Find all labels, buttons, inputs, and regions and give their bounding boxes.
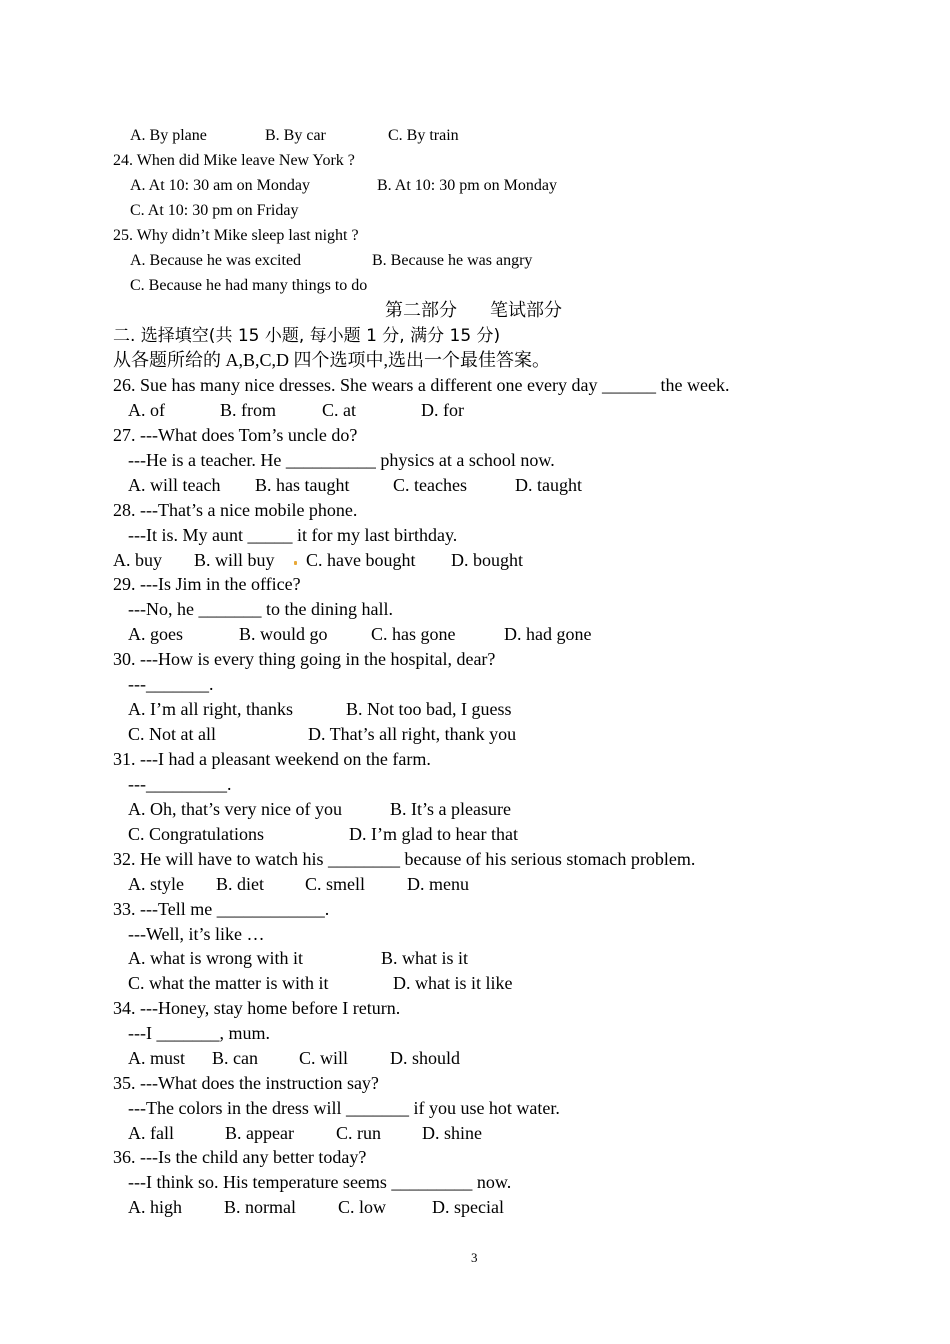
q31-options-row-2 — [0, 823, 950, 845]
section-instruction: 从各题所给的 A,B,C,D 四个选项中,选出一个最佳答案。 — [113, 350, 551, 370]
q27-options-row — [0, 474, 950, 496]
q35-option-d: D. shine — [422, 1123, 482, 1143]
q30-stem: 30. ---How is every thing going in the hospital, dear? — [113, 649, 496, 669]
q35-option-b: B. appear — [225, 1123, 294, 1143]
q28-option-a: A. buy — [113, 550, 162, 570]
q23-option-a: A. By plane — [130, 127, 207, 144]
q25-options-row-2 — [0, 276, 950, 296]
q36-reply: ---I think so. His temperature seems _________ now. — [128, 1172, 512, 1192]
q35-stem: 35. ---What does the instruction say? — [113, 1073, 379, 1093]
q27-option-a: A. will teach — [128, 475, 221, 495]
q30-options-row-2 — [0, 723, 950, 745]
q31-option-d: D. I’m glad to hear that — [349, 824, 518, 844]
q30-reply: ---_______. — [128, 674, 214, 694]
q30-option-d: D. That’s all right, thank you — [308, 724, 517, 744]
q24-option-c: C. At 10: 30 pm on Friday — [130, 202, 299, 219]
page-footer — [0, 1247, 950, 1269]
q23-option-c: C. By train — [388, 127, 459, 144]
q32-options-row — [0, 873, 950, 895]
q32-stem-row — [0, 848, 950, 870]
q32-option-d: D. menu — [407, 874, 469, 894]
q35-reply: ---The colors in the dress will _______ if you use hot water. — [128, 1098, 560, 1118]
q32-option-b: B. diet — [216, 874, 264, 894]
q35-reply-row — [0, 1097, 950, 1119]
q33-option-c: C. what the matter is with it — [128, 973, 329, 993]
q27-reply-row — [0, 449, 950, 471]
q30-option-b: B. Not too bad, I guess — [346, 699, 512, 719]
q23-option-b: B. By car — [265, 127, 326, 144]
q29-option-a: A. goes — [128, 624, 183, 644]
q25-option-c: C. Because he had many things to do — [130, 277, 368, 294]
q29-option-c: C. has gone — [371, 624, 456, 644]
q26-stem-row — [0, 374, 950, 396]
q24-options-row-2 — [0, 201, 950, 221]
q32-option-a: A. style — [128, 874, 184, 894]
q26-option-b: B. from — [220, 400, 276, 420]
q29-option-d: D. had gone — [504, 624, 592, 644]
q36-option-d: D. special — [432, 1197, 504, 1217]
q33-reply: ---Well, it’s like … — [128, 924, 265, 944]
q34-option-d: D. should — [390, 1048, 461, 1068]
q31-option-a: A. Oh, that’s very nice of you — [128, 799, 342, 819]
q28-reply-row — [0, 524, 950, 546]
q34-stem-row — [0, 997, 950, 1019]
q34-reply: ---I _______, mum. — [128, 1023, 270, 1043]
q29-stem: 29. ---Is Jim in the office? — [113, 574, 301, 594]
q27-stem-row — [0, 424, 950, 446]
q31-option-c: C. Congratulations — [128, 824, 264, 844]
q27-option-c: C. teaches — [393, 475, 467, 495]
q31-reply: ---_________. — [128, 774, 232, 794]
q26-option-a: A. of — [128, 400, 165, 420]
q29-option-b: B. would go — [239, 624, 328, 644]
q26-option-c: C. at — [322, 400, 356, 420]
q28-reply: ---It is. My aunt _____ it for my last birthday. — [128, 525, 458, 545]
q35-option-a: A. fall — [128, 1123, 174, 1143]
q34-reply-row — [0, 1022, 950, 1044]
q27-option-d: D. taught — [515, 475, 582, 495]
q30-reply-row — [0, 673, 950, 695]
q33-options-row-2 — [0, 972, 950, 994]
q29-options-row — [0, 623, 950, 645]
q25-option-a: A. Because he was excited — [130, 252, 302, 269]
q28-options-row — [0, 549, 950, 571]
part-two-title-right: 笔试部分 — [490, 300, 562, 321]
q36-stem: 36. ---Is the child any better today? — [113, 1147, 367, 1167]
q28-option-b: B. will buy — [194, 550, 275, 570]
q27-reply: ---He is a teacher. He __________ physics at a school now. — [128, 450, 555, 470]
q36-reply-row — [0, 1171, 950, 1193]
q28-option-c: C. have bought — [306, 550, 416, 570]
q25-options-row-1 — [0, 251, 950, 271]
q29-reply: ---No, he _______ to the dining hall. — [128, 599, 393, 619]
q31-stem: 31. ---I had a pleasant weekend on the farm. — [113, 749, 431, 769]
q32-option-c: C. smell — [305, 874, 366, 894]
section-heading: 二. 选择填空(共 15 小题, 每小题 1 分, 满分 15 分) — [113, 326, 501, 346]
part-two-title-left: 第二部分 — [385, 300, 457, 321]
q31-options-row-1 — [0, 798, 950, 820]
q25-stem: 25. Why didn’t Mike sleep last night ? — [113, 227, 359, 244]
section-instruction-row — [0, 349, 950, 371]
q31-reply-row — [0, 773, 950, 795]
q31-option-b: B. It’s a pleasure — [390, 799, 511, 819]
q30-stem-row — [0, 648, 950, 670]
q33-stem-row — [0, 898, 950, 920]
q24-option-b: B. At 10: 30 pm on Monday — [377, 177, 558, 194]
q28-stem: 28. ---That’s a nice mobile phone. — [113, 500, 358, 520]
q34-options-row — [0, 1047, 950, 1069]
q33-stem: 33. ---Tell me ____________. — [113, 899, 330, 919]
q24-options-row-1 — [0, 176, 950, 196]
q35-stem-row — [0, 1072, 950, 1094]
q26-option-d: D. for — [421, 400, 464, 420]
q25-option-b: B. Because he was angry — [372, 252, 533, 269]
q30-option-c: C. Not at all — [128, 724, 216, 744]
q26-options-row — [0, 399, 950, 421]
q36-option-a: A. high — [128, 1197, 182, 1217]
q31-stem-row — [0, 748, 950, 770]
q28-stem-row — [0, 499, 950, 521]
section-heading-row — [0, 325, 950, 347]
q35-option-c: C. run — [336, 1123, 381, 1143]
q29-stem-row — [0, 573, 950, 595]
q33-option-a: A. what is wrong with it — [128, 948, 303, 968]
q34-option-c: C. will — [299, 1048, 349, 1068]
q35-options-row — [0, 1122, 950, 1144]
q33-options-row-1 — [0, 947, 950, 969]
q36-stem-row — [0, 1146, 950, 1168]
q34-stem: 34. ---Honey, stay home before I return. — [113, 998, 401, 1018]
part-two-title — [0, 300, 950, 322]
page-number: 3 — [471, 1250, 478, 1265]
q24-option-a: A. At 10: 30 am on Monday — [130, 177, 310, 194]
q24-stem: 24. When did Mike leave New York ? — [113, 152, 355, 169]
q36-options-row — [0, 1196, 950, 1218]
q33-reply-row — [0, 923, 950, 945]
q25-stem-row — [0, 226, 950, 246]
q27-option-b: B. has taught — [255, 475, 350, 495]
q36-option-b: B. normal — [224, 1197, 296, 1217]
stray-mark — [294, 561, 297, 565]
q27-stem: 27. ---What does Tom’s uncle do? — [113, 425, 358, 445]
q29-reply-row — [0, 598, 950, 620]
q30-options-row-1 — [0, 698, 950, 720]
q33-option-d: D. what is it like — [393, 973, 513, 993]
q34-option-a: A. must — [128, 1048, 186, 1068]
q34-option-b: B. can — [212, 1048, 258, 1068]
q24-stem-row — [0, 151, 950, 171]
q28-option-d: D. bought — [451, 550, 523, 570]
q33-option-b: B. what is it — [381, 948, 469, 968]
q26-stem: 26. Sue has many nice dresses. She wears a different one every day ______ the week. — [113, 375, 730, 395]
q32-stem: 32. He will have to watch his ________ because of his serious stomach problem. — [113, 849, 696, 869]
q23-options-row — [0, 126, 950, 146]
q36-option-c: C. low — [338, 1197, 387, 1217]
q30-option-a: A. I’m all right, thanks — [128, 699, 293, 719]
